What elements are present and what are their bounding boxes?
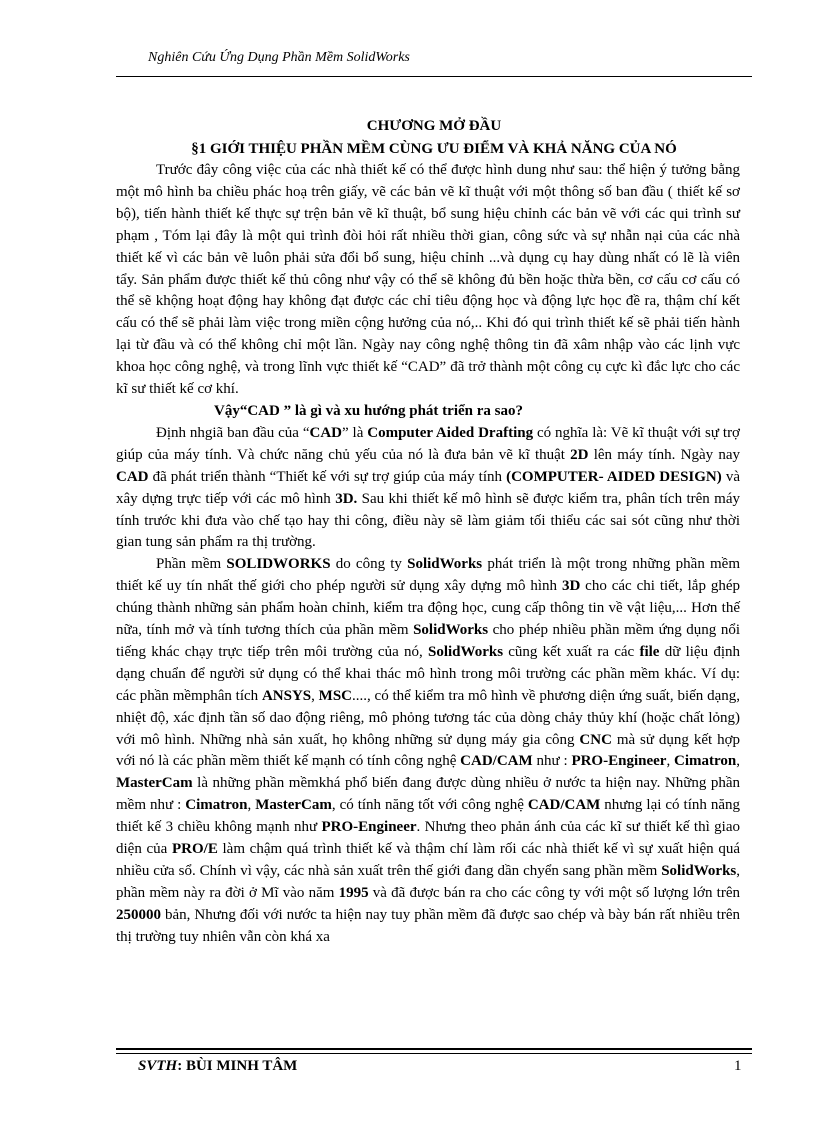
paragraph-1: Trước đây công việc của các nhà thiết kế có thể được hình dung như sau: thể hiện ý tưởng bằng một mô hình ba chiều phác hoạ trên giấy, vẽ các bản vẽ kĩ thuật với một thông số ban đầu ( thiết kế sơ bộ), tiến hành thiết kế thực sự trện bản vẽ kĩ thuật, bổ sung hiệu chỉnh các bản vẽ với các qui trình sư phạm , Tóm lại đây là một qui trình đòi hỏi rất nhiều thời gian, công sức và sự nhẫn nại của các nhà thiết kế vì các bản vẽ luôn phải sửa đổi bổ sung, hiệu chỉnh ...và dụng cụ hay dùng nhất có lẽ là viên tẩy. Sản phẩm được thiết kế thủ công như vậy có thể sẽ không đủ bền hoặc thừa bền, cơ cấu cơ cấu có thể sẽ khộng hoạt động hay không đạt được các chỉ tiêu động học và động lực học đề ra, thậm chí kết cấu có thể sẽ phải làm việc trong miền cộng hưởng của nó,.. Khi đó qui trình thiết kế sẽ phải tiến hành lại từ đầu và có thể không chỉ một lần. Ngày nay công nghệ thông tin đã xâm nhập vào các lịnh vực khoa học công nghệ, và trong lĩnh vực thiết kế “CAD” đã trở thành một công cụ cực kì đắc lực cho các kĩ sư thiết kế cơ khí. bbox=[116, 162, 740, 398]
paragraph-3: Phần mềm SOLIDWORKS do công ty SolidWorks phát triển là một trong những phần mềm thiết kế uy tín nhất thế giới cho phép người sử dụng xây dựng mô hình 3D cho các chi tiết, lắp ghép chúng thành những sản phẩm hoàn chỉnh, kiểm tra động học, cung cấp thông tin về vật liệu,... Hơn thế nữa, tính mở và tính tương thích của phần mềm SolidWorks cho phép nhiều phần mềm ứng dụng nổi tiếng khác chạy trực tiếp trên môi trường của nó, SolidWorks cũng kết xuất ra các file dữ liệu định dạng chuẩn để người sử dụng có thể khai thác mô hình trong môi trường các phần mềm khác. Ví dụ: các phần mềmphân tích ANSYS, MSC...., có thể kiểm tra mô hình về phương diện ứng suất, biến dạng, nhiệt độ, xác định tần số dao động riêng, mô phỏng tương tác của dòng chảy thủy khí (hoặc chất lỏng) với mô hình. Những nhà sản xuất, họ không những sử dụng máy gia công CNC mà sử dụng kết hợp với nó là các phần mềm thiết kế mạnh có tính công nghệ CAD/CAM như : PRO-Engineer, Cimatron, MasterCam là những phần mềmkhá phổ biến đang được dùng nhiều ở nước ta hiện nay. Những phần mềm như : Cimatron, MasterCam, có tính năng tốt với công nghệ CAD/CAM nhưng lại có tính năng thiết kế 3 chiều không mạnh như PRO-Engineer. Nhưng theo phản ánh của các kĩ sư thiết kế thì giao diện của PRO/E làm chậm quá trình thiết kế và thậm chí làm rối các nhà thiết kế vì sự xuất hiện quá nhiều cửa sổ. Chính vì vậy, các nhà sản xuất trên thế giới đang dần chyển sang phần mềm SolidWorks, phần mềm này ra đời ở Mĩ vào năm 1995 và đã được bán ra cho các công ty với một số lượng lớn trên 250000 bản, Nhưng đối với nước ta hiện nay tuy phần mềm đã được sao chép và bày bán rất nhiều trên thị trường tuy nhiên vẫn còn khá xa bbox=[116, 556, 741, 945]
footer-author: SVTH: BÙI MINH TÂM bbox=[138, 1058, 298, 1074]
question-heading: Vậy“CAD ” là gì và xu hướng phát triển ra sao? bbox=[214, 402, 523, 419]
page-number: 1 bbox=[734, 1058, 742, 1074]
footer-divider-thick bbox=[116, 1048, 752, 1050]
chapter-title: CHƯƠNG MỞ ĐẦU bbox=[366, 118, 502, 134]
author-name: BÙI MINH TÂM bbox=[185, 1058, 298, 1074]
section-title: §1 GIỚI THIỆU PHẦN MỀM CÙNG ƯU ĐIỂM VÀ KHẢ NĂNG CỦA NÓ bbox=[191, 141, 677, 157]
footer-divider-thin bbox=[116, 1053, 752, 1054]
running-header: Nghiên Cứu Ứng Dụng Phần Mềm SolidWorks bbox=[148, 50, 410, 65]
author-label: SVTH bbox=[138, 1058, 178, 1074]
paragraph-2: Định nhgiã ban đầu của “CAD” là Computer Aided Drafting có nghĩa là: Vẽ kĩ thuật với sự trợ giúp của máy tính. Và chức năng chủ yếu của nó là đưa bản vẽ kĩ thuật 2D lên máy tính. Ngày nay CAD đã phát triển thành “Thiết kế với sự trợ giúp của máy tính (COMPUTER- AIDED DESIGN) và xây dựng trực tiếp với các mô hình 3D. Sau khi thiết kế mô hình sẽ được kiểm tra, phân tích trên máy tính trước khi đưa vào chế tạo hay thi công, điều này sẽ làm giảm tối thiểu các sai sót cũng như thời gian tung sản phẩm ra thị trường. bbox=[116, 424, 740, 551]
body-text bbox=[116, 160, 740, 949]
header-divider bbox=[116, 76, 752, 77]
